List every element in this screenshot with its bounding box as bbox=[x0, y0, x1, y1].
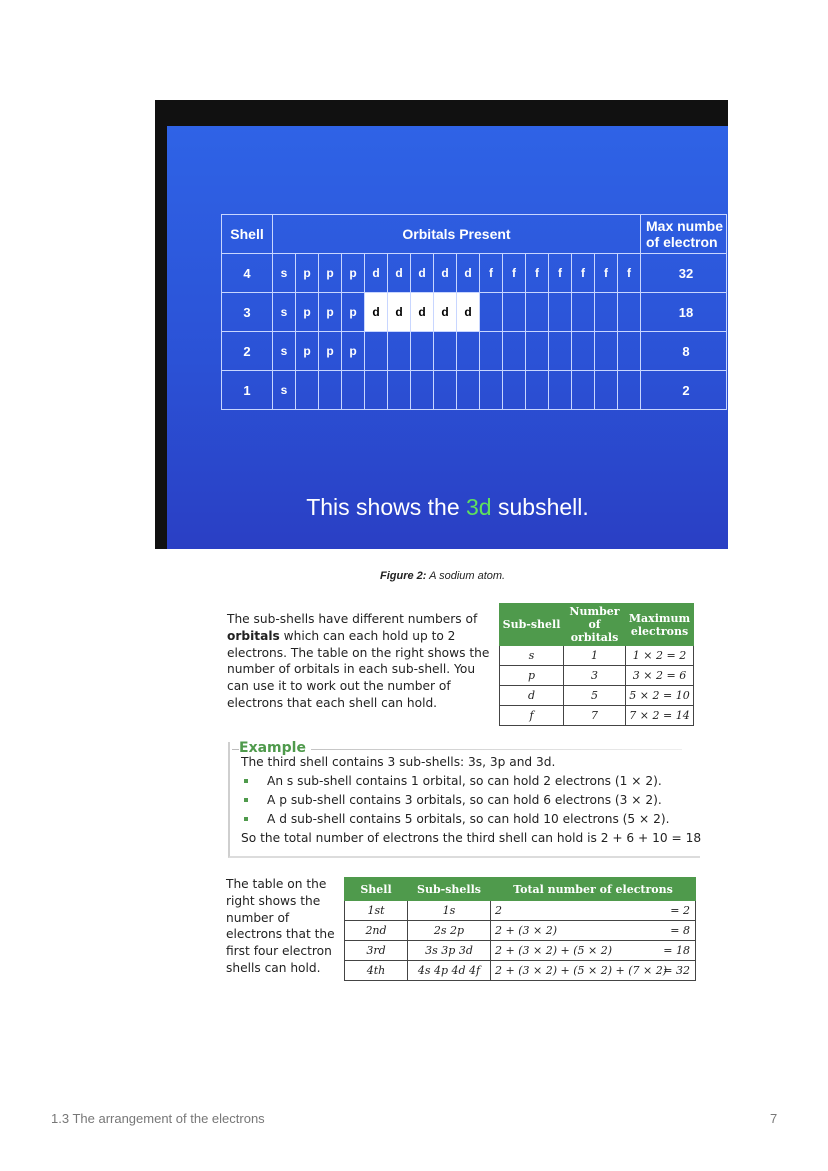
orbitals-row bbox=[222, 371, 727, 410]
page-number: 7 bbox=[770, 1111, 778, 1126]
cell-electrons: 3 × 2 = 6 bbox=[626, 666, 694, 686]
cell-subshells: 2s 2p bbox=[408, 921, 491, 941]
orbital-cell: p bbox=[296, 332, 319, 371]
subshell-table bbox=[499, 603, 694, 726]
orbital-cell bbox=[572, 371, 595, 410]
orbital-cell bbox=[595, 332, 618, 371]
table-row bbox=[500, 646, 694, 666]
orbital-cell: p bbox=[296, 293, 319, 332]
cell-subshells: 1s bbox=[408, 901, 491, 921]
orbital-cell bbox=[480, 371, 503, 410]
cell-orbitals: 5 bbox=[564, 686, 626, 706]
cell-subshells: 3s 3p 3d bbox=[408, 941, 491, 961]
example-title: Example bbox=[239, 740, 311, 756]
orbitals-row bbox=[222, 332, 727, 371]
orbital-cell bbox=[503, 371, 526, 410]
orbital-cell bbox=[365, 371, 388, 410]
orbital-cell bbox=[457, 371, 480, 410]
cell-electrons: 5 × 2 = 10 bbox=[626, 686, 694, 706]
header-subshells: Sub-shells bbox=[408, 878, 491, 901]
example-intro: The third shell contains 3 sub-shells: 3s, 3p and 3d. bbox=[241, 755, 556, 769]
cell-shell: 2nd bbox=[345, 921, 408, 941]
orbital-cell: p bbox=[342, 254, 365, 293]
orbital-cell: d bbox=[411, 254, 434, 293]
orbital-cell: f bbox=[503, 254, 526, 293]
orbital-cell bbox=[595, 371, 618, 410]
cell-subshell: d bbox=[500, 686, 564, 706]
max-electrons: 8 bbox=[641, 332, 727, 371]
cell-total: 2 + (3 × 2) + (5 × 2) + (7 × 2) = 32 bbox=[491, 961, 696, 981]
table-row bbox=[345, 961, 696, 981]
orbital-cell: f bbox=[618, 254, 641, 293]
orbital-cell bbox=[526, 293, 549, 332]
orbital-cell bbox=[503, 332, 526, 371]
shell-number: 4 bbox=[222, 254, 273, 293]
orbital-cell: p bbox=[296, 254, 319, 293]
orbital-cell bbox=[411, 371, 434, 410]
orbitals-row bbox=[222, 254, 727, 293]
orbital-cell bbox=[549, 293, 572, 332]
header-orbitals: Orbitals Present bbox=[273, 215, 641, 254]
orbital-cell bbox=[572, 293, 595, 332]
cell-orbitals: 7 bbox=[564, 706, 626, 726]
figure-caption: Figure 2: A sodium atom. bbox=[380, 570, 506, 582]
footer-section-title: 1.3 The arrangement of the electrons bbox=[51, 1111, 265, 1126]
max-electrons: 18 bbox=[641, 293, 727, 332]
table-row bbox=[500, 666, 694, 686]
table-row bbox=[345, 941, 696, 961]
table-row bbox=[500, 686, 694, 706]
orbital-cell: p bbox=[342, 332, 365, 371]
header-shell: Shell bbox=[345, 878, 408, 901]
orbital-cell: d bbox=[457, 254, 480, 293]
max-electrons: 32 bbox=[641, 254, 727, 293]
orbital-cell: d bbox=[434, 293, 457, 332]
cell-shell: 1st bbox=[345, 901, 408, 921]
orbitals-table-header bbox=[222, 215, 727, 254]
cell-electrons: 1 × 2 = 2 bbox=[626, 646, 694, 666]
orbital-cell: d bbox=[365, 293, 388, 332]
orbital-cell: d bbox=[365, 254, 388, 293]
orbital-cell: f bbox=[549, 254, 572, 293]
cell-total: 2 + (3 × 2) + (5 × 2) = 18 bbox=[491, 941, 696, 961]
header-number-orbitals: Number of orbitals bbox=[564, 604, 626, 646]
orbital-cell: s bbox=[273, 293, 296, 332]
header-shell: Shell bbox=[222, 215, 273, 254]
orbital-cell bbox=[549, 332, 572, 371]
orbital-cell bbox=[526, 332, 549, 371]
orbital-cell: p bbox=[319, 254, 342, 293]
cell-shell: 4th bbox=[345, 961, 408, 981]
orbitals-row bbox=[222, 293, 727, 332]
orbital-cell bbox=[434, 371, 457, 410]
example-bullet: A p sub-shell contains 3 orbitals, so can hold 6 electrons (3 × 2). bbox=[241, 791, 701, 810]
cell-total: 2 + (3 × 2) = 8 bbox=[491, 921, 696, 941]
orbital-cell: p bbox=[319, 293, 342, 332]
shell-number: 3 bbox=[222, 293, 273, 332]
orbital-cell bbox=[388, 332, 411, 371]
orbital-cell: s bbox=[273, 332, 296, 371]
caption-highlight: 3d bbox=[466, 494, 492, 520]
orbital-cell bbox=[595, 293, 618, 332]
subshell-table-header bbox=[500, 604, 694, 646]
orbital-cell: s bbox=[273, 371, 296, 410]
orbital-cell bbox=[319, 371, 342, 410]
cell-orbitals: 1 bbox=[564, 646, 626, 666]
orbital-cell: d bbox=[411, 293, 434, 332]
cell-subshells: 4s 4p 4d 4f bbox=[408, 961, 491, 981]
cell-subshell: f bbox=[500, 706, 564, 726]
orbital-cell bbox=[549, 371, 572, 410]
orbital-cell: d bbox=[388, 254, 411, 293]
header-total-electrons: Total number of electrons bbox=[491, 878, 696, 901]
orbital-cell bbox=[480, 293, 503, 332]
shell-number: 2 bbox=[222, 332, 273, 371]
orbital-cell bbox=[388, 371, 411, 410]
orbital-cell bbox=[618, 371, 641, 410]
orbital-cell bbox=[618, 293, 641, 332]
header-max-electrons: Maximum electrons bbox=[626, 604, 694, 646]
cell-electrons: 7 × 2 = 14 bbox=[626, 706, 694, 726]
example-box bbox=[228, 742, 700, 858]
orbital-cell bbox=[618, 332, 641, 371]
orbital-cell: f bbox=[480, 254, 503, 293]
orbital-cell: s bbox=[273, 254, 296, 293]
table-row bbox=[345, 901, 696, 921]
orbital-cell bbox=[457, 332, 480, 371]
example-body bbox=[241, 753, 701, 848]
cell-orbitals: 3 bbox=[564, 666, 626, 686]
shell-table-header bbox=[345, 878, 696, 901]
shell-number: 1 bbox=[222, 371, 273, 410]
orbital-cell bbox=[342, 371, 365, 410]
cell-subshell: s bbox=[500, 646, 564, 666]
header-max-electrons: Max numbe of electron bbox=[641, 215, 727, 254]
slide-caption: This shows the 3d subshell. bbox=[306, 494, 589, 520]
orbital-cell bbox=[296, 371, 319, 410]
intro-paragraph: The sub-shells have different numbers of orbitals which can each hold up to 2 electrons. The table on the right shows the number of orbitals in each sub-shell. You can use it to work out the number of electrons that each shell can hold. bbox=[227, 612, 490, 710]
slide-figure bbox=[155, 100, 728, 549]
max-electrons: 2 bbox=[641, 371, 727, 410]
orbitals-table bbox=[221, 214, 727, 410]
orbital-cell: p bbox=[342, 293, 365, 332]
orbital-cell bbox=[434, 332, 457, 371]
orbital-cell bbox=[480, 332, 503, 371]
shell-table bbox=[344, 877, 696, 981]
cell-shell: 3rd bbox=[345, 941, 408, 961]
shell-paragraph: The table on the right shows the number of electrons that the first four electron shells can hold. bbox=[226, 877, 335, 975]
orbital-cell bbox=[365, 332, 388, 371]
orbital-cell bbox=[503, 293, 526, 332]
orbital-cell: d bbox=[434, 254, 457, 293]
example-bullet: A d sub-shell contains 5 orbitals, so can hold 10 electrons (5 × 2). bbox=[241, 810, 701, 829]
orbital-cell: f bbox=[572, 254, 595, 293]
orbital-cell: p bbox=[319, 332, 342, 371]
orbital-cell: f bbox=[595, 254, 618, 293]
header-subshell: Sub-shell bbox=[500, 604, 564, 646]
orbital-cell bbox=[572, 332, 595, 371]
example-bullet: An s sub-shell contains 1 orbital, so can hold 2 electrons (1 × 2). bbox=[241, 772, 701, 791]
orbital-cell: d bbox=[457, 293, 480, 332]
table-row bbox=[345, 921, 696, 941]
cell-subshell: p bbox=[500, 666, 564, 686]
orbital-cell: f bbox=[526, 254, 549, 293]
cell-total: 2 = 2 bbox=[491, 901, 696, 921]
example-conclusion: So the total number of electrons the third shell can hold is 2 + 6 + 10 = 18 bbox=[241, 831, 702, 845]
orbital-cell bbox=[526, 371, 549, 410]
slide-background bbox=[167, 126, 728, 549]
orbital-cell: d bbox=[388, 293, 411, 332]
table-row bbox=[500, 706, 694, 726]
orbital-cell bbox=[411, 332, 434, 371]
